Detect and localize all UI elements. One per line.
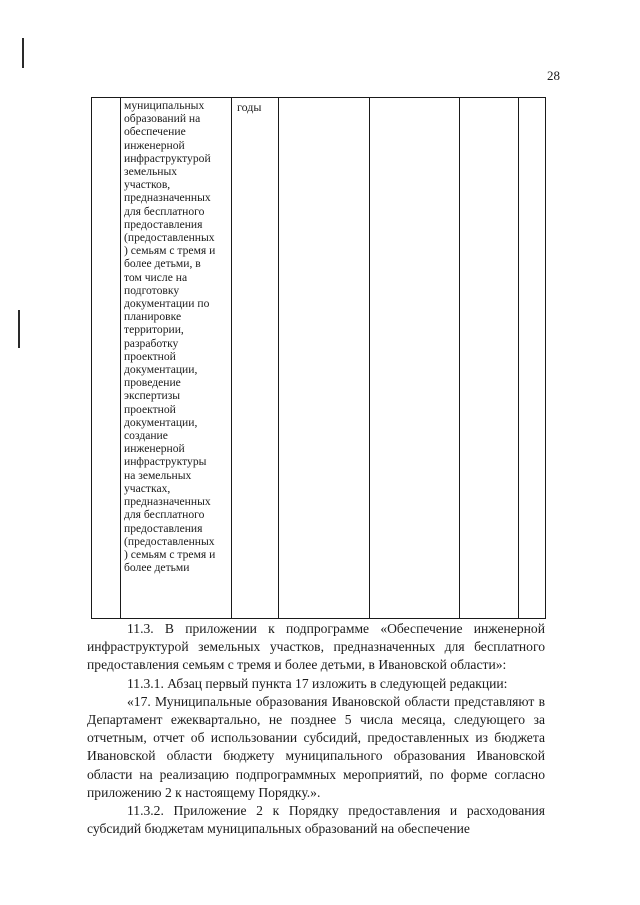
table-row — [92, 98, 546, 619]
table-cell-activity-name: муниципальных образований на обеспечение инженерной инфраструктурой земельных участков, предназначенных для бесплатного предоставления (предоставленных ) семьям с тремя и более детьми, в том числе на подготовку документации по планировке территории, разработку проектной документации, проведение экспертизы проектной документации, создание инженерной инфраструктуры на земельных участках, предназначенных для бесплатного предоставления (предоставленных ) семьям с тремя и более детьми — [121, 98, 232, 619]
table-cell-number — [92, 98, 121, 619]
paragraph-11-3-2: 11.3.2. Приложение 2 к Порядку предоставления и расходования субсидий бюджетам муниципальных образований на обеспечение — [87, 803, 545, 837]
scan-margin-mark — [22, 38, 24, 68]
body-text — [87, 620, 545, 838]
table-cell-empty — [279, 98, 370, 619]
program-table — [91, 97, 546, 619]
paragraph-17: «17. Муниципальные образования Ивановской области представляют в Департамент ежеквартально, не позднее 5 числа месяца, следующего за отчетным, отчет об использовании субсидий, предоставленных из бюджета Ивановской области бюджету муниципального образования Ивановской области на реализацию подпрограммных мероприятий, по форме согласно приложению 2 к настоящему Порядку.». — [87, 693, 545, 800]
paragraph-11-3-1: 11.3.1. Абзац первый пункта 17 изложить в следующей редакции: — [127, 675, 508, 691]
table-cell-period: годы — [232, 98, 279, 619]
table-cell-empty — [460, 98, 519, 619]
scan-margin-mark — [18, 310, 20, 348]
page-number: 28 — [547, 68, 560, 83]
table-cell-empty — [519, 98, 546, 619]
paragraph-11-3: 11.3. В приложении к подпрограмме «Обеспечение инженерной инфраструктурой земельных участков, предназначенных для бесплатного предоставления семьям с тремя и более детьми, в Ивановской области»: — [87, 621, 545, 673]
table-cell-empty — [370, 98, 460, 619]
